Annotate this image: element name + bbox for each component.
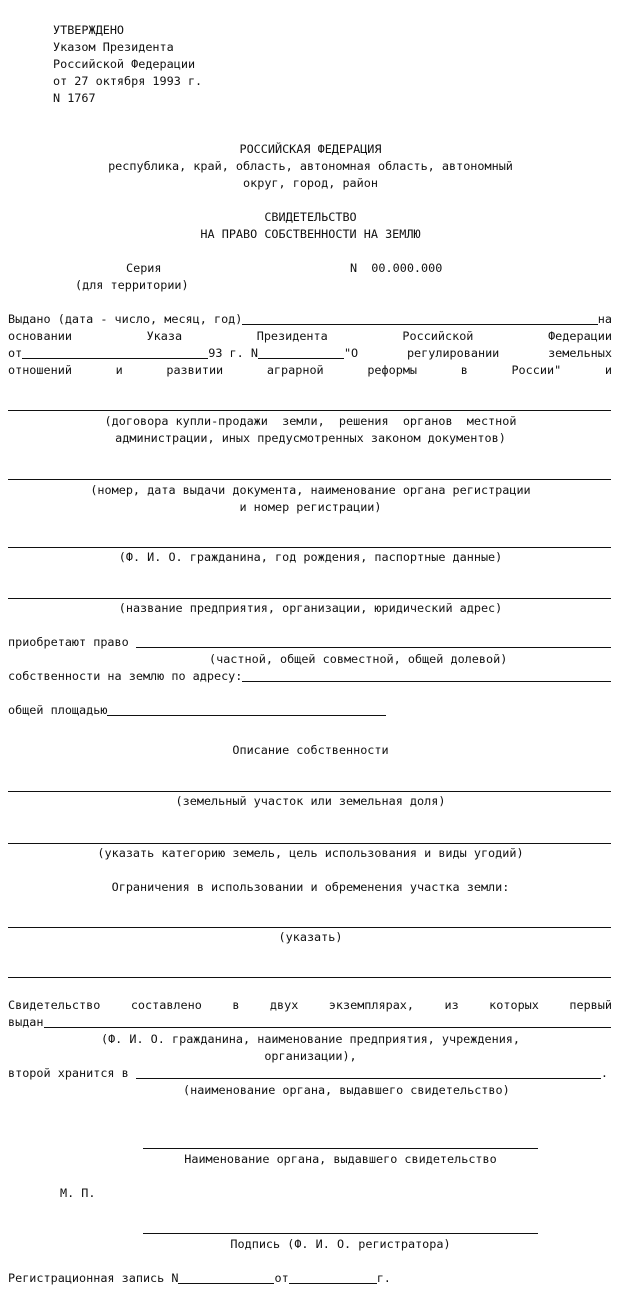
relations-row xyxy=(8,362,612,379)
document-subtitle: НА ПРАВО СОБСТВЕННОСТИ НА ЗЕМЛЮ xyxy=(200,227,421,241)
issued-to-row xyxy=(8,1014,611,1031)
issued-label: Выдано (дата - число, месяц, год) xyxy=(8,312,243,326)
contracts-field[interactable] xyxy=(8,410,611,411)
relations-word: и xyxy=(115,363,123,377)
decree-date-field[interactable] xyxy=(22,346,208,359)
copies-word: которых xyxy=(489,998,539,1012)
from-label: от xyxy=(8,346,23,360)
acquire-label: приобретают право xyxy=(8,635,136,649)
area-field[interactable] xyxy=(107,703,386,716)
registration-hint: (номер, дата выдачи документа, наименование органа регистрации xyxy=(90,483,531,497)
region-line: округ, город, район xyxy=(243,176,378,190)
citizen-field[interactable] xyxy=(8,547,611,548)
second-copy-end: . xyxy=(600,1066,608,1080)
copies-word: составлено xyxy=(130,998,202,1012)
contracts-hint: (договора купли-продажи земли, решения органов местной xyxy=(104,414,517,428)
issued-to-hint: (Ф. И. О. гражданина, наименование предприятия, учреждения, xyxy=(100,1032,521,1046)
record-date-field[interactable] xyxy=(289,1271,377,1284)
plot-hint: (земельный участок или земельная доля) xyxy=(175,794,446,808)
relations-word: развитии xyxy=(166,363,224,377)
category-hint: (указать категорию земель, цель использования и виды угодий) xyxy=(97,846,524,860)
enterprise-field[interactable] xyxy=(8,598,611,599)
second-copy-row xyxy=(8,1065,608,1082)
signature-caption: Подпись (Ф. И. О. регистратора) xyxy=(230,1237,451,1251)
address-field[interactable] xyxy=(242,669,611,682)
record-number-field[interactable] xyxy=(178,1271,274,1284)
document-title: СВИДЕТЕЛЬСТВО xyxy=(264,210,357,224)
category-field[interactable] xyxy=(8,843,611,844)
decree-word: земельных xyxy=(548,346,612,360)
authority-hint: (наименование органа, выдавшего свидетельство) xyxy=(183,1083,510,1097)
issued-date-field[interactable] xyxy=(242,312,597,325)
approval-line: N 1767 xyxy=(53,91,96,105)
relations-word: отношений xyxy=(8,363,72,377)
decree-title xyxy=(344,345,612,362)
issued-to-label: выдан xyxy=(8,1015,44,1029)
series-hint: (для территории) xyxy=(75,278,189,292)
restrictions-heading: Ограничения в использовании и обременения участка земли: xyxy=(111,880,510,894)
copies-word: Свидетельство xyxy=(8,998,101,1012)
issued-row xyxy=(8,311,612,328)
basis-row xyxy=(8,328,612,345)
relations-word: России" xyxy=(511,363,562,377)
certificate-number: N 00.000.000 xyxy=(350,261,443,275)
second-copy-label: второй хранится в xyxy=(8,1066,136,1080)
decree-word: регулировании xyxy=(406,346,500,360)
enterprise-hint: (название предприятия, организации, юридический адрес) xyxy=(118,601,503,615)
authority-signature-line[interactable] xyxy=(143,1148,538,1149)
copies-row xyxy=(8,997,612,1014)
approval-line: Российской Федерации xyxy=(53,57,196,71)
decree-number-field[interactable] xyxy=(258,346,344,359)
acquire-row xyxy=(8,634,611,651)
restrictions-field-extra[interactable] xyxy=(8,977,611,978)
record-label: Регистрационная запись N xyxy=(8,1271,179,1285)
relations-word: реформы xyxy=(367,363,418,377)
decree-row xyxy=(8,345,612,362)
property-heading: Описание собственности xyxy=(232,743,389,757)
issued-to-hint: организации), xyxy=(264,1049,357,1063)
ownership-hint: (частной, общей совместной, общей долевой) xyxy=(209,652,508,666)
ownership-type-field[interactable] xyxy=(136,635,611,648)
second-copy-field[interactable] xyxy=(136,1066,601,1079)
basis-word: Российской xyxy=(402,329,474,343)
decree-word: "О xyxy=(343,346,359,360)
citizen-hint: (Ф. И. О. гражданина, год рождения, паспортные данные) xyxy=(118,550,503,564)
address-row xyxy=(8,668,611,685)
approval-line: Указом Президента xyxy=(53,40,174,54)
authority-caption: Наименование органа, выдавшего свидетельство xyxy=(184,1152,497,1166)
record-row xyxy=(8,1270,391,1287)
copies-word: первый xyxy=(569,998,612,1012)
restrictions-field[interactable] xyxy=(8,927,611,928)
copies-word: двух xyxy=(269,998,299,1012)
relations-word: аграрной xyxy=(266,363,324,377)
basis-word: Федерации xyxy=(548,329,612,343)
basis-word: Указа xyxy=(146,329,183,343)
country-heading: РОССИЙСКАЯ ФЕДЕРАЦИЯ xyxy=(239,142,382,156)
specify-hint: (указать) xyxy=(278,930,343,944)
copies-word: из xyxy=(444,998,459,1012)
registration-hint: и номер регистрации) xyxy=(239,500,382,514)
contracts-hint: администрации, иных предусмотренных законом документов) xyxy=(115,431,506,445)
record-year: г. xyxy=(376,1271,391,1285)
series-label: Серия xyxy=(126,261,162,275)
registrar-signature-line[interactable] xyxy=(143,1233,538,1234)
relations-word: в xyxy=(460,363,468,377)
issued-suffix: на xyxy=(597,312,612,326)
registration-field[interactable] xyxy=(8,479,611,480)
year-label: 93 г. N xyxy=(208,346,258,360)
address-label: собственности на землю по адресу: xyxy=(8,669,243,683)
approval-line: УТВЕРЖДЕНО xyxy=(53,23,125,37)
issued-to-field[interactable] xyxy=(44,1015,611,1028)
region-line: республика, край, область, автономная область, автономный xyxy=(108,159,513,173)
relations-word: и xyxy=(604,363,612,377)
copies-word: экземплярах, xyxy=(328,998,415,1012)
basis-word: Президента xyxy=(256,329,328,343)
record-from: от xyxy=(274,1271,289,1285)
approval-line: от 27 октября 1993 г. xyxy=(53,74,203,88)
seal-placeholder: М. П. xyxy=(60,1186,96,1200)
basis-word: основании xyxy=(8,329,72,343)
copies-word: в xyxy=(232,998,240,1012)
area-label: общей площадью xyxy=(8,703,108,717)
area-row xyxy=(8,702,386,719)
plot-field[interactable] xyxy=(8,791,611,792)
